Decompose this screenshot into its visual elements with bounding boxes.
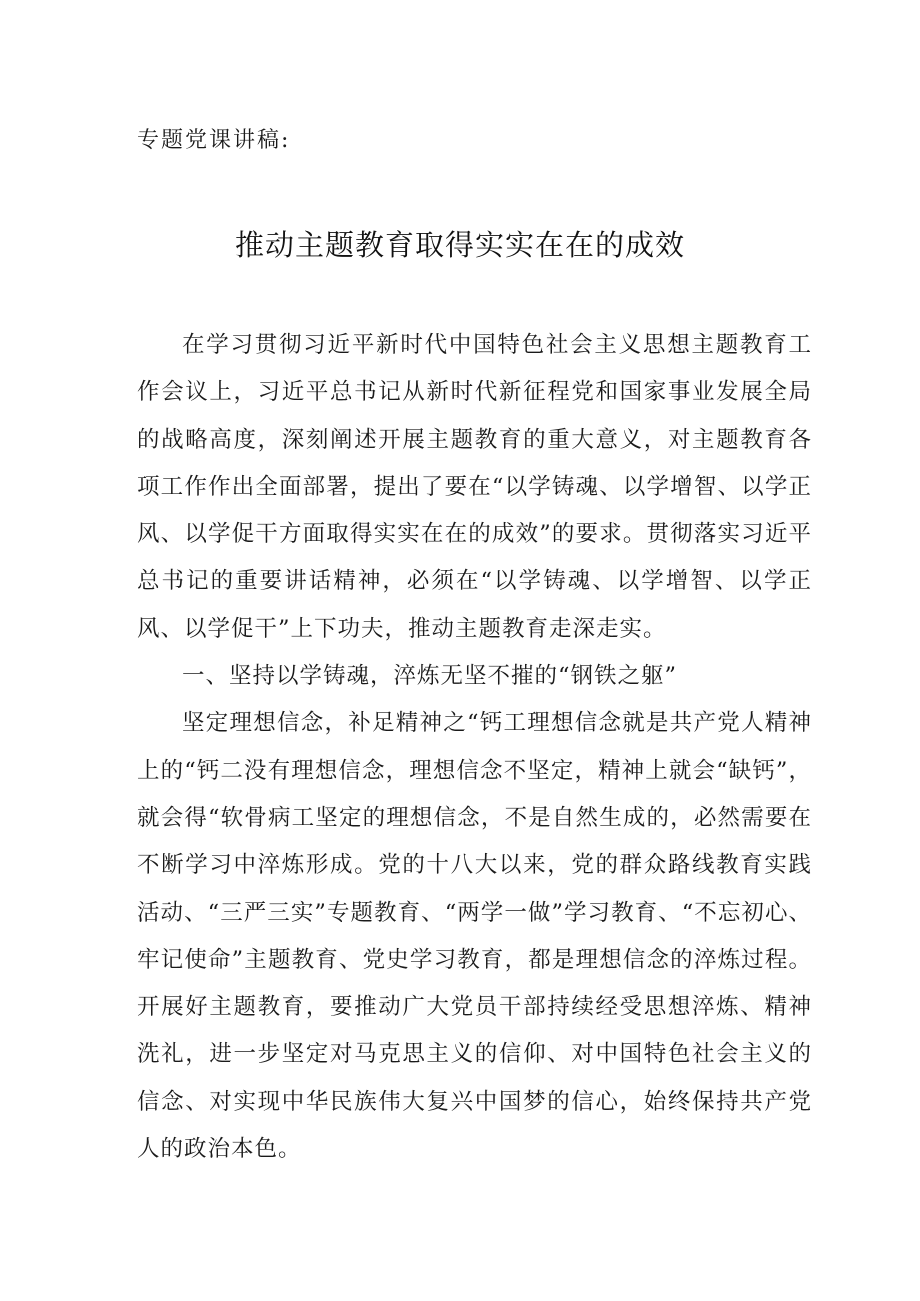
intro-paragraph: 在学习贯彻习近平新时代中国特色社会主义思想主题教育工作会议上，习近平总书记从新时代新征程党和国家事业发展全局的战略高度，深刻阐述开展主题教育的重大意义，对主题教育各项工作作出全面部署，提出了要在“以学铸魂、以学增智、以学正风、以学促干方面取得实实在在的成效”的要求。贯彻落实习近平总书记的重要讲话精神，必须在“以学铸魂、以学增智、以学正风、以学促干”上下功夫，推动主题教育走深走实。: [137, 332, 812, 642]
document-title: 推动主题教育取得实实在在的成效: [234, 228, 685, 262]
document-label: 专题党课讲稿:: [137, 128, 291, 153]
section-heading: 一、坚持以学铸魂，淬炼无坚不摧的“钢铁之躯”: [182, 663, 678, 690]
document-body: [137, 322, 812, 1173]
section-paragraph: 坚定理想信念，补足精神之“钙工理想信念就是共产党人精神上的“钙二没有理想信念，理想信念不坚定，精神上就会“缺钙”，就会得“软骨病工坚定的理想信念，不是自然生成的，必然需要在不断学习中淬炼形成。党的十八大以来，党的群众路线教育实践活动、“三严三实”专题教育、“两学一做”学习教育、“不忘初心、牢记使命”主题教育、党史学习教育，都是理想信念的淬炼过程。开展好主题教育，要推动广大党员干部持续经受思想淬炼、精神洗礼，进一步坚定对马克思主义的信仰、对中国特色社会主义的信念、对实现中华民族伟大复兴中国梦的信心，始终保持共产党人的政治本色。: [137, 710, 812, 1163]
